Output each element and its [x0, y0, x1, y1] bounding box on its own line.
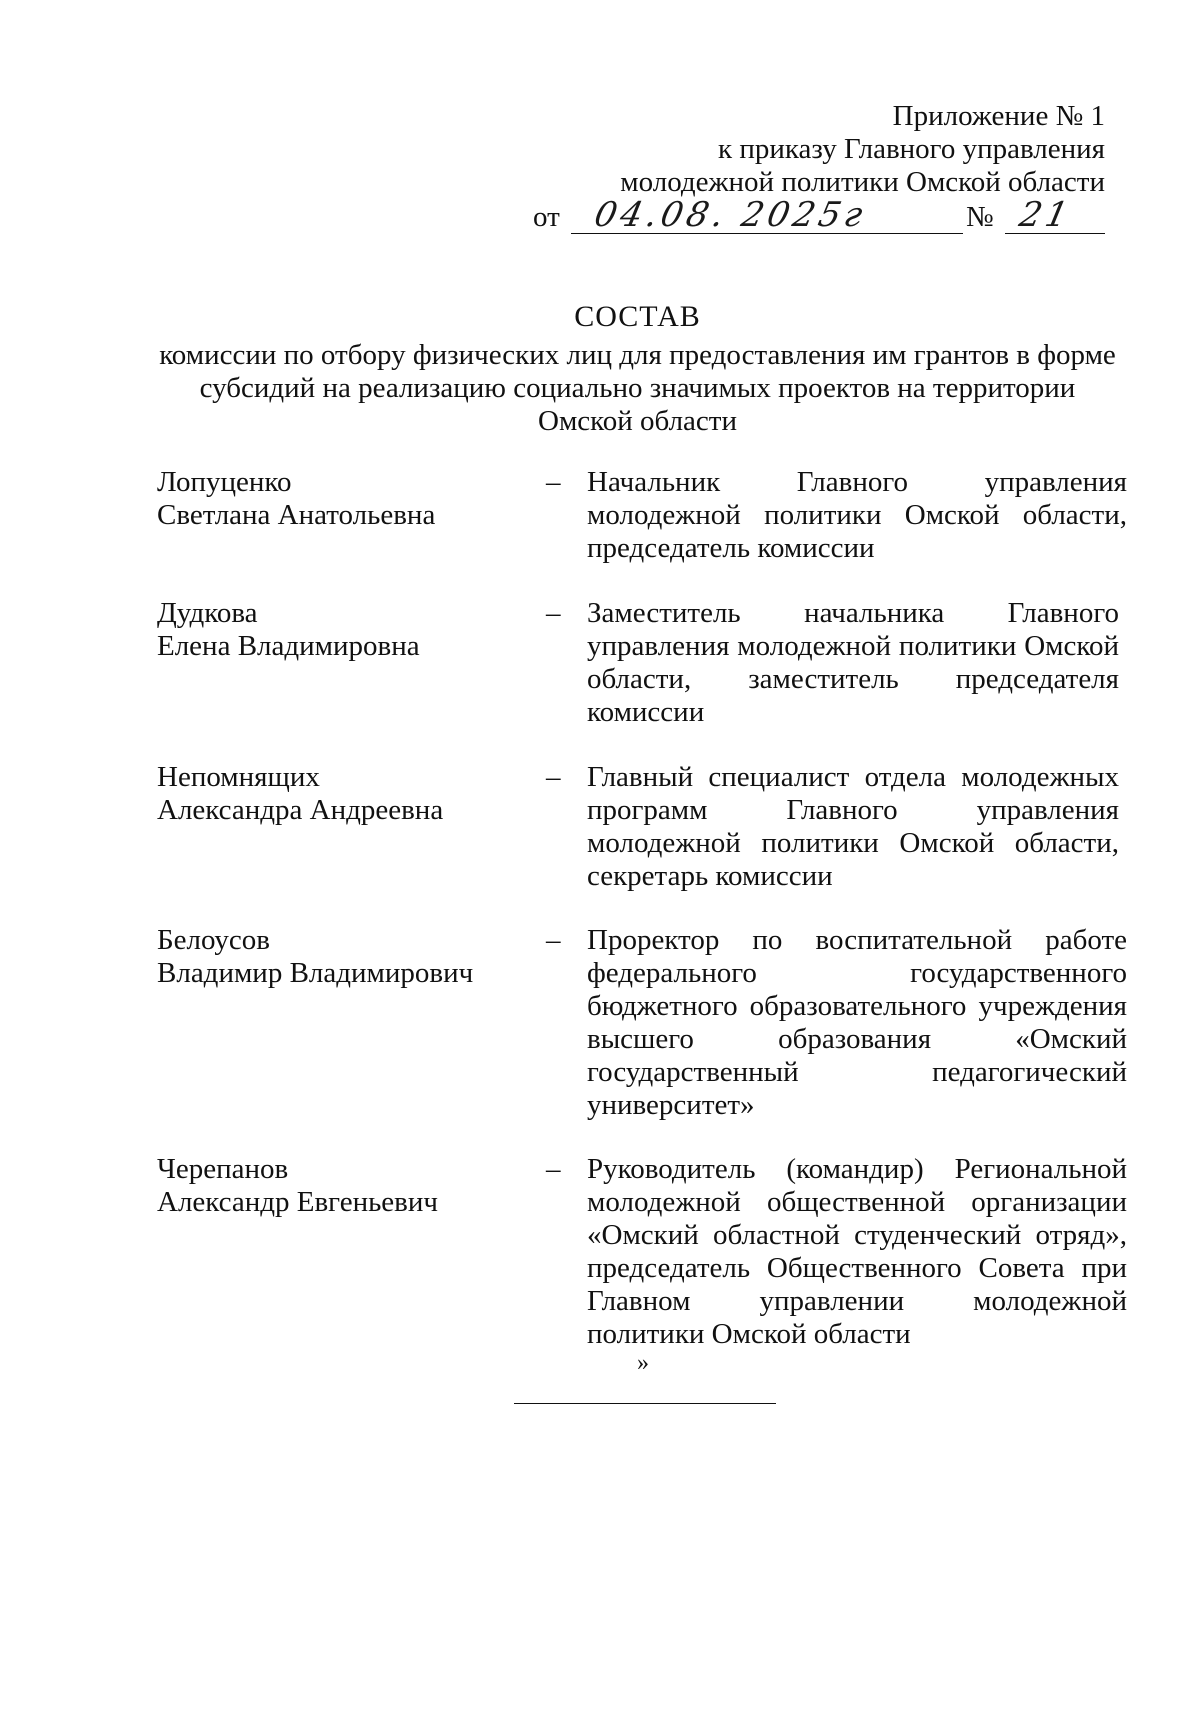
member-position: Проректор по воспитательной работе федерального государственного бюджетного образовательного учреждения высшего образования «Омский государственный педагогический университет» — [587, 924, 1127, 1121]
document-title: СОСТАВ — [574, 300, 701, 333]
member-surname: Дудкова — [157, 597, 258, 629]
member-given-names: Светлана Анатольевна — [157, 499, 436, 531]
member-surname: Лопуценко — [157, 466, 292, 498]
handwritten-number: 21 — [1015, 195, 1076, 235]
member-position: Руководитель (командир) Региональной молодежной общественной организации «Омский областной студенческий отряд», председатель Общественного Совета при Главном управлении молодежной политики Омской области — [587, 1153, 1127, 1350]
member-dash: – — [546, 597, 561, 629]
member-name — [157, 761, 517, 827]
number-label: № — [966, 201, 994, 233]
appendix-title: Приложение № 1 — [892, 100, 1105, 132]
member-position: Начальник Главного управления молодежной политики Омской области, председатель комиссии — [587, 466, 1127, 564]
document-subtitle: комиссии по отбору физических лиц для предоставления им грантов в форме субсидий на реализацию социально значимых проектов на территории Омской области — [159, 339, 1116, 437]
appendix-organization: молодежной политики Омской области — [620, 166, 1105, 198]
member-given-names: Владимир Владимирович — [157, 957, 474, 989]
end-rule — [514, 1403, 776, 1404]
member-name — [157, 466, 517, 532]
order-date-number-line — [533, 195, 1105, 238]
member-name — [157, 924, 517, 990]
member-dash: – — [546, 1153, 561, 1185]
member-given-names: Александр Евгеньевич — [157, 1186, 438, 1218]
member-surname: Белоусов — [157, 924, 270, 956]
document-heading — [150, 300, 1125, 438]
appendix-order-ref: к приказу Главного управления — [718, 133, 1105, 165]
date-label: от — [533, 201, 560, 233]
member-surname: Черепанов — [157, 1153, 289, 1185]
handwritten-date: 04.08. 2025г — [590, 195, 871, 235]
member-position: Заместитель начальника Главного управления молодежной политики Омской области, заместитель председателя комиссии — [587, 597, 1119, 728]
appendix-header — [620, 100, 1105, 199]
member-given-names: Елена Владимировна — [157, 630, 420, 662]
member-given-names: Александра Андреевна — [157, 794, 444, 826]
member-dash: – — [546, 924, 561, 956]
member-surname: Непомнящих — [157, 761, 320, 793]
closing-quote-mark: » — [637, 1350, 649, 1376]
member-position: Главный специалист отдела молодежных программ Главного управления молодежной политики Омской области, секретарь комиссии — [587, 761, 1119, 892]
member-name — [157, 1153, 517, 1219]
member-dash: – — [546, 466, 561, 498]
member-name — [157, 597, 517, 663]
member-dash: – — [546, 761, 561, 793]
